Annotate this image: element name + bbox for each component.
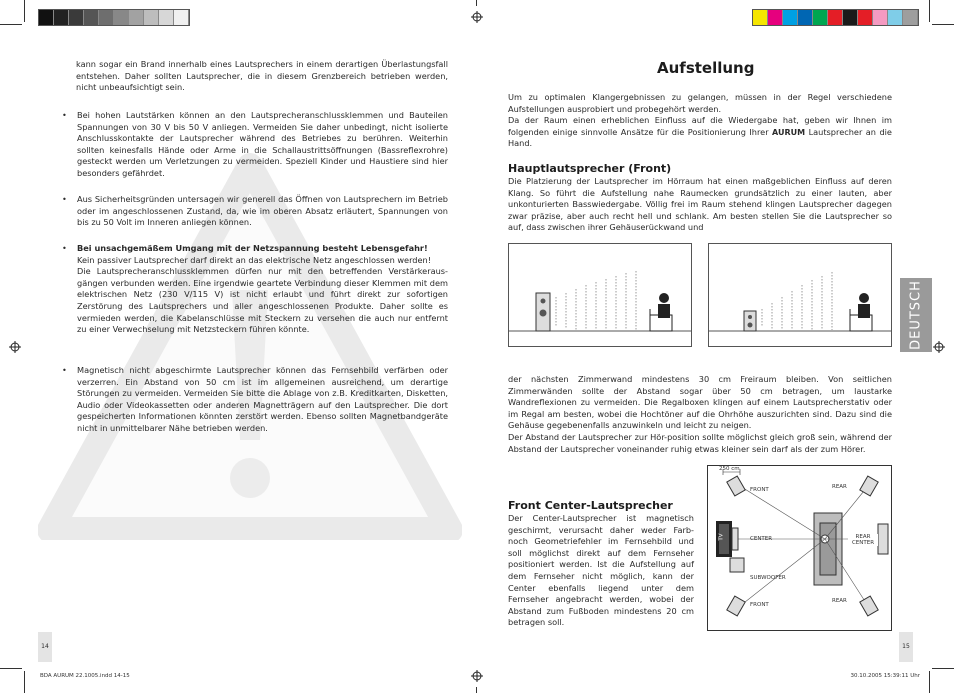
page-number-left: 14	[38, 632, 52, 662]
registration-mark-icon	[471, 11, 483, 23]
crop-mark	[24, 0, 25, 22]
color-swatch	[114, 10, 129, 25]
color-swatch	[69, 10, 84, 25]
list-item: • Aus Sicherheitsgründen untersagen wir generell das Öffnen von Lautsprechern im Betrieb oder im angeschlossenen Zustand, da, wie im oberen Absatz erläutert, Spannungen von bis zu 50 Volt im Inneren anliegen können.	[62, 194, 448, 229]
section-heading-center: Front Center-Lautsprecher	[508, 499, 673, 512]
page-number-right: 15	[899, 632, 913, 662]
registration-mark-icon	[9, 341, 21, 353]
color-swatch	[174, 10, 189, 25]
front-label: FRONT	[750, 487, 769, 493]
crop-mark	[24, 671, 25, 693]
color-swatch	[903, 10, 918, 25]
crop-mark	[932, 668, 954, 669]
rear-center-label: REAR CENTER	[848, 534, 878, 546]
color-swatch	[873, 10, 888, 25]
color-swatch	[54, 10, 69, 25]
freestanding-placement-illustration	[708, 243, 892, 347]
color-swatch	[159, 10, 174, 25]
danger-warning: Bei unsachgemäßem Umgang mit der Netzspannung besteht Lebensgefahr!	[77, 243, 428, 253]
section-heading-front: Hauptlautsprecher (Front)	[508, 162, 672, 175]
intro-paragraph: kann sogar ein Brand innerhalb eines Lautsprechers in einem derartigen Überlastungsfall entstehen. Daher sollten Lautsprecher, die in diesem Grenzbereich betrieben werden, nicht unbeaufsichtigt sein.	[76, 59, 448, 93]
list-item: • Bei unsachgemäßem Umgang mit der Netzspannung besteht Lebensgefahr! Kein passiver Lautsprecher darf direkt an das elektrische Netz angeschlossen werden! Die Lautsprecheranschlussklemmen dürfen nur mit den betreffenden Verstärkeraus-gängen verbunden werden. Eine irgendwie geartete Verbindung dieser Klemmen mit dem elektrischen Netz (230 V/115 V) ist nicht erlaubt und führt direkt zur sofortigen Zerstörung des Lautsprechers und aller angeschlossenen Produkte. Daher sollte es vermieden werden, die Kabelanschlüsse mit Steckern zu versehen die auch nur entfernt zu einer Verwechselung mit Netzsteckern führen könnte.	[62, 243, 448, 336]
color-swatch	[99, 10, 114, 25]
distance-label: 250 cm	[719, 466, 740, 472]
subwoofer-label: SUBWOOFER	[750, 575, 786, 581]
crop-mark	[929, 0, 930, 22]
safety-list	[62, 194, 448, 229]
registration-mark-icon	[471, 670, 483, 682]
front-label: FRONT	[750, 602, 769, 608]
color-swatch	[798, 10, 813, 25]
language-tab: DEUTSCH	[900, 278, 932, 352]
footer-file-info: BDA AURUM 22.1005.indd 14-15	[40, 673, 130, 679]
center-label: CENTER	[750, 536, 773, 542]
tv-label: TV	[718, 533, 725, 541]
color-swatch	[813, 10, 828, 25]
safety-list	[62, 243, 448, 336]
crop-mark	[929, 671, 930, 693]
safety-list	[62, 110, 448, 180]
front-text: Die Platzierung der Lautsprecher im Hörraum hat einen maßgeblichen Einfluss auf deren Klang. So führt die Aufstellung nahe Raumecken grundsätzlich zu einer lauten, aber unkonturierten Basswiedergabe. Völlig frei im Raum stehend klingen Lautsprecher dagegen zwar präzise, aber auch recht hell und schlank. Am besten stellen Sie die Lautsprecher so auf, dass zwischen ihrer Gehäuserückwand und	[508, 176, 892, 233]
color-swatch	[783, 10, 798, 25]
color-swatch	[858, 10, 873, 25]
crop-mark	[0, 24, 22, 25]
grayscale-color-bar	[38, 9, 190, 26]
corner-placement-illustration	[508, 243, 692, 347]
color-swatch	[768, 10, 783, 25]
process-color-bar	[752, 9, 919, 26]
page-title: Aufstellung	[657, 59, 755, 77]
color-swatch	[828, 10, 843, 25]
safety-list	[62, 365, 448, 435]
rear-label: REAR	[832, 484, 847, 490]
rear-label: REAR	[832, 598, 847, 604]
color-swatch	[84, 10, 99, 25]
surround-layout-diagram	[707, 465, 892, 631]
color-swatch	[888, 10, 903, 25]
list-item: • Bei hohen Lautstärken können an den Lautsprecheranschlussklemmen und Bauteilen Spannungen von 30 V bis 50 V anliegen. Vermeiden Sie daher unbedingt, nicht isolierte Anschlusskontakte der Lautsprecher während des Betriebes zu berühren. Weiterhin sollten keinesfalls Hände oder Arme in die Schallaustrittsöffnungen (Bassreflexrohre) gesteckt werden um Verletzungen zu vermeiden. Speziell Kinder und Haustiere sind hier besonders gefährdet.	[62, 110, 448, 180]
intro-text: Um zu optimalen Klangergebnissen zu gelangen, müssen in der Regel verschiedene Aufstellungen ausprobiert und probegehört werden. Da der Raum einen erheblichen Einfluss auf die Wiedergabe hat, geben wir Ihnen im folgenden einige sinnvolle Ansätze für die Positionierung Ihrer AURUM Lautsprecher an die Hand.	[508, 92, 892, 149]
brand-name: AURUM	[772, 127, 806, 137]
registration-mark-icon	[933, 341, 945, 353]
center-text: Der Center-Lautsprecher ist magnetisch geschirmt, verursacht daher weder Farb-noch Geometriefehler im Fernsehbild und soll möglichst direkt auf dem Fernseher positioniert werden. Ist die Aufstellung auf dem Fernseher nicht möglich, kann der Center ebenfalls liegend unter dem Fernseher angebracht werden, wobei der Abstand zum Fußboden mindestens 20 cm betragen soll.	[508, 513, 694, 628]
crop-mark	[0, 668, 22, 669]
footer-timestamp: 30.10.2005 15:39:11 Uhr	[850, 673, 920, 679]
crop-mark	[932, 24, 954, 25]
crop-mark	[476, 687, 477, 693]
left-page-content	[76, 59, 448, 94]
color-swatch	[129, 10, 144, 25]
color-swatch	[753, 10, 768, 25]
crop-mark	[476, 0, 477, 6]
color-swatch	[144, 10, 159, 25]
list-item: • Magnetisch nicht abgeschirmte Lautsprecher können das Fernsehbild verfärben oder verzerren. Ein Abstand von 50 cm ist im allgemeinen ausreichend, um derartige Störungen zu vermeiden. Vermeiden Sie bitte die Ablage von z.B. Kreditkarten, Disketten, Audio oder Videokassetten oder anderen Magnetträgern auf den Lautsprecher. Die dort gespeicherten Informationen könnten zerstört werden. Ebenso sollten Magnetbandgeräte nicht in unmittelbarer Nähe betrieben werden.	[62, 365, 448, 435]
color-swatch	[39, 10, 54, 25]
front-text-continued: der nächsten Zimmerwand mindestens 30 cm Freiraum bleiben. Von seitlichen Zimmerwänden sollte der Abstand sogar über 50 cm betragen, um laustarke Wandreflexionen zu vermeiden. Die Regalboxen klingen auf einem Lautsprecherstativ oder im Regal am besten, wobei die Hochtöner auf die Ohrhöhe auszurichten sind. Dazu sind die Gehäuse gegebenenfalls anzuwinkeln und leicht zu neigen. Der Abstand der Lautsprecher zur Hör-position sollte möglichst gleich groß sein, während der Abstand der Lautsprecher voneinander ruhig etwas kleiner sein darf als der zum Hörer.	[508, 374, 892, 454]
color-swatch	[843, 10, 858, 25]
